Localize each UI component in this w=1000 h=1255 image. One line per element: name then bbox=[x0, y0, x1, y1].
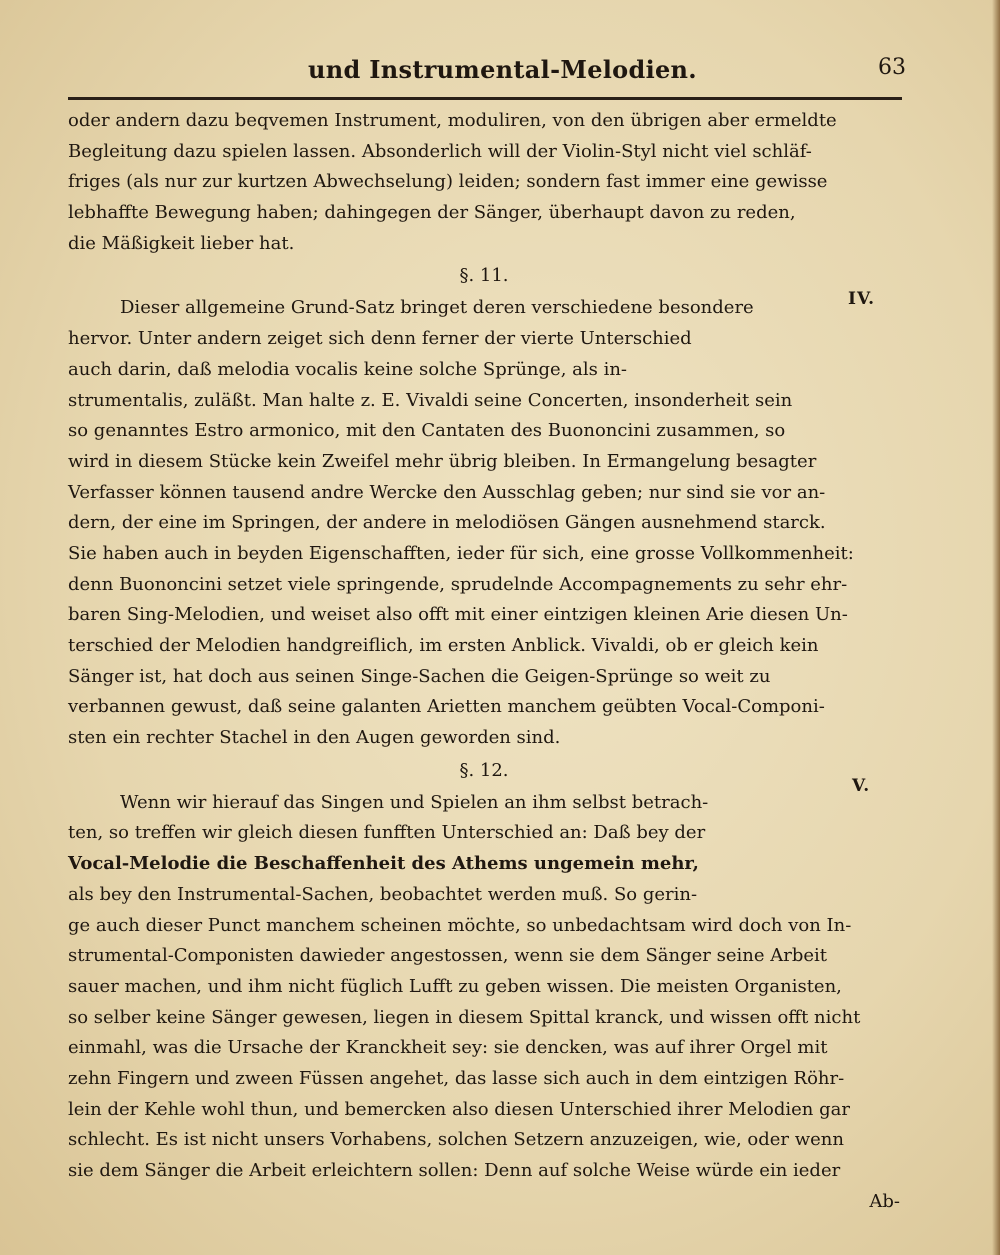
text-line: baren Sing-Melodien, und weiset also offt mit einer eintzigen kleinen Arie diesen Un- bbox=[68, 604, 848, 626]
text-line: die Mäßigkeit lieber hat. bbox=[68, 232, 295, 254]
catchword: Ab- bbox=[869, 1190, 900, 1212]
text-line: ge auch dieser Punct manchem scheinen möchte, so unbedachtsam wird doch von In- bbox=[68, 914, 852, 936]
text-line: schlecht. Es ist nicht unsers Vorhabens, solchen Setzern anzuzeigen, wie, oder wenn bbox=[68, 1129, 844, 1151]
text-line: strumentalis, zuläßt. Man halte z. E. Vivaldi seine Concerten, insonderheit sein bbox=[68, 389, 793, 411]
text-line: Sänger ist, hat doch aus seinen Singe-Sachen die Geigen-Sprünge so weit zu bbox=[68, 665, 771, 687]
text-line: hervor. Unter andern zeiget sich denn ferner der vierte Unterschied bbox=[68, 328, 692, 350]
text-line: Verfasser können tausend andre Wercke den Ausschlag geben; nur sind sie vor an- bbox=[68, 481, 826, 503]
header-rule bbox=[68, 97, 902, 100]
body-text bbox=[68, 106, 900, 1217]
text-line: zehn Fingern und zween Füssen angehet, das lasse sich auch in dem eintzigen Röhr- bbox=[68, 1067, 845, 1089]
page-header bbox=[68, 55, 906, 95]
text-line: als bey den Instrumental-Sachen, beobachtet werden muß. So gerin- bbox=[68, 883, 698, 905]
text-line: Dieser allgemeine Grund-Satz bringet deren verschiedene besondere bbox=[120, 297, 754, 319]
text-line: friges (als nur zur kurtzen Abwechselung) leiden; sondern fast immer eine gewisse bbox=[68, 171, 828, 193]
page-number: 63 bbox=[878, 55, 906, 80]
running-title: und Instrumental-Melodien. bbox=[308, 55, 697, 84]
marginal-note-iv: IV. bbox=[848, 289, 876, 309]
text-line: oder andern dazu beqvemen Instrument, moduliren, von den übrigen aber ermeldte bbox=[68, 110, 837, 131]
text-line: Wenn wir hierauf das Singen und Spielen an ihm selbst betrach- bbox=[120, 791, 709, 813]
text-line: wird in diesem Stücke kein Zweifel mehr übrig bleiben. In Ermangelung besagter bbox=[68, 450, 817, 472]
text-line: Vocal-Melodie die Beschaffenheit des Athems ungemein mehr, bbox=[68, 853, 699, 875]
text-line: sauer machen, und ihm nicht füglich Lufft zu geben wissen. Die meisten Organisten, bbox=[68, 975, 842, 997]
text-line: so genanntes Estro armonico, mit den Cantaten des Buononcini zusammen, so bbox=[68, 420, 786, 442]
text-line: dern, der eine im Springen, der andere in melodiösen Gängen ausnehmend starck. bbox=[68, 512, 826, 534]
text-line: auch darin, daß melodia vocalis keine solche Sprünge, als in- bbox=[68, 358, 628, 380]
text-line: denn Buononcini setzet viele springende, sprudelnde Accompagnements zu sehr ehr- bbox=[68, 573, 848, 595]
text-line: sten ein rechter Stachel in den Augen geworden sind. bbox=[68, 727, 561, 749]
text-line: Begleitung dazu spielen lassen. Absonderlich will der Violin-Styl nicht viel schläf- bbox=[68, 140, 812, 162]
text-line: verbannen gewust, daß seine galanten Arietten manchem geübten Vocal-Componi- bbox=[68, 696, 825, 718]
text-line: lebhaffte Bewegung haben; dahingegen der Sänger, überhaupt davon zu reden, bbox=[68, 202, 796, 224]
text-line: Sie haben auch in beyden Eigenschafften, ieder für sich, eine grosse Vollkommenheit: bbox=[68, 542, 854, 564]
text-line: terschied der Melodien handgreiflich, im ersten Anblick. Vivaldi, ob er gleich kein bbox=[68, 635, 819, 656]
marginal-note-v: V. bbox=[852, 776, 871, 796]
text-line: sie dem Sänger die Arbeit erleichtern sollen: Denn auf solche Weise würde ein ieder bbox=[68, 1160, 841, 1181]
section-heading-11: §. 11. bbox=[459, 265, 509, 287]
text-line: einmahl, was die Ursache der Kranckheit sey: sie dencken, was auf ihrer Orgel mit bbox=[68, 1037, 828, 1059]
section-heading-12: §. 12. bbox=[459, 759, 509, 781]
text-line: strumental-Componisten dawieder angestossen, wenn sie dem Sänger seine Arbeit bbox=[68, 945, 827, 967]
text-line: so selber keine Sänger gewesen, liegen in diesem Spittal kranck, und wissen offt nicht bbox=[68, 1006, 861, 1028]
text-line: lein der Kehle wohl thun, und bemercken also diesen Unterschied ihrer Melodien gar bbox=[68, 1098, 850, 1120]
page-edge-shadow bbox=[992, 0, 1000, 1255]
text-line: ten, so treffen wir gleich diesen funfften Unterschied an: Daß bey der bbox=[68, 822, 706, 844]
